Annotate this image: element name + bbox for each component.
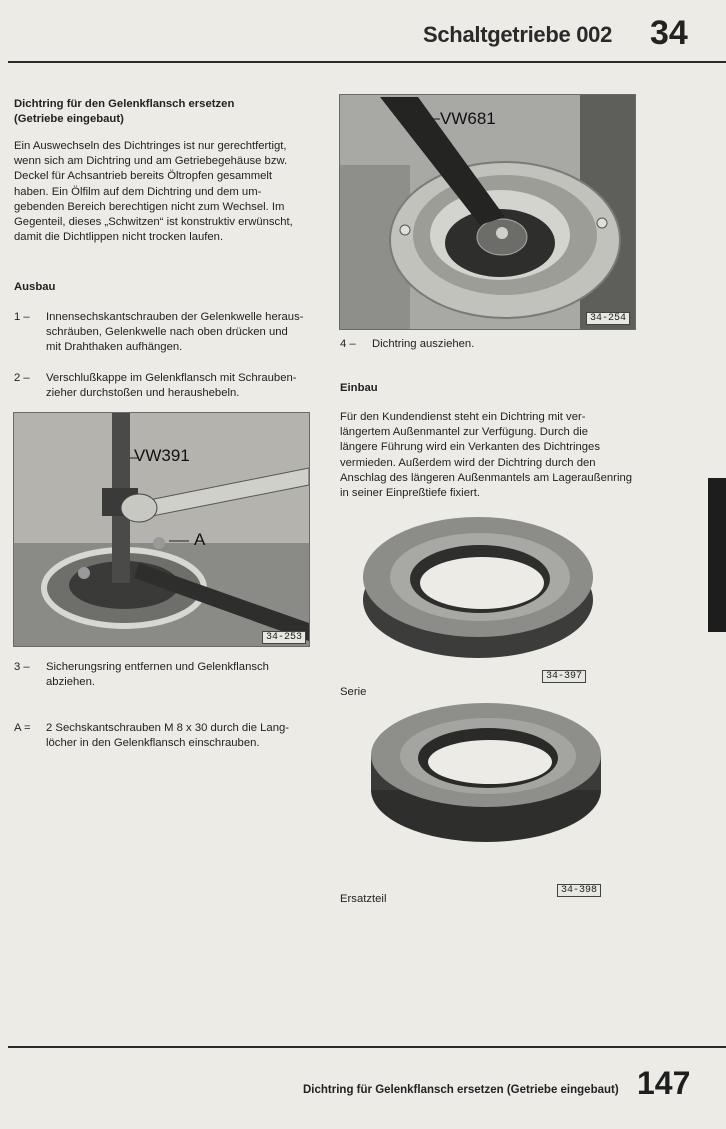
- text-line: Anschlag des längeren Außenmantels am Lageraußenring: [340, 471, 633, 484]
- figure-caption: Serie: [340, 686, 367, 698]
- footer-rule: [8, 1046, 726, 1048]
- figure-id: 34-397: [542, 670, 586, 683]
- footer-title: Dichtring für Gelenkflansch ersetzen (Getriebe eingebaut): [303, 1084, 619, 1096]
- text-line: haben. Ein Ölfilm auf dem Dichtring und dem um-: [14, 185, 262, 198]
- note-a: [14, 721, 334, 751]
- step-3: [14, 660, 334, 690]
- text-line: löcher in den Gelenkflansch einschrauben.: [46, 737, 260, 750]
- text-line: schräuben, Gelenkwelle nach oben drücken und: [46, 326, 288, 339]
- step-number: 1 –: [14, 311, 30, 323]
- step-number: 3 –: [14, 661, 30, 673]
- header-rule: [8, 61, 726, 63]
- callout-tool-label: VW391: [134, 446, 190, 465]
- step-2: [14, 371, 334, 401]
- text-line: zieher durchstoßen und heraushebeln.: [46, 387, 240, 400]
- einbau-heading: Einbau: [340, 382, 378, 394]
- text-line: längertem Außenmantel zur Verfügung. Durch die: [340, 426, 589, 439]
- text-line: Gegenteil, dieses „Schwitzen“ ist konstruktiv erwünscht,: [14, 216, 293, 229]
- section-heading: [14, 97, 234, 127]
- figure-34-253: [13, 412, 310, 647]
- text-line: Ein Auswechseln des Dichtringes ist nur gerechtfertigt,: [14, 140, 287, 152]
- text-line: vermieden. Außerdem wird der Dichtring durch den: [340, 456, 596, 469]
- seal-puller-photo-illustration: [340, 95, 635, 329]
- text-line: in seiner Einpreßtiefe fixiert.: [340, 487, 481, 500]
- text-line: gebenden Bereich berechtigen nicht zum Wechsel. Im: [14, 200, 285, 213]
- text-line: damit die Dichtlippen nicht trocken laufen.: [14, 231, 224, 244]
- section-number: 34: [650, 14, 688, 52]
- chapter-title: Schaltgetriebe 002: [423, 22, 613, 47]
- step-number: 4 –: [340, 338, 356, 350]
- figure-id: 34-253: [262, 631, 306, 644]
- figure-34-254: [339, 94, 636, 330]
- text-line: mit Drahthaken aufhängen.: [46, 341, 183, 354]
- text-line: Sicherungsring entfernen und Gelenkflansch: [46, 661, 269, 673]
- figure-34-398-seal-ersatzteil: [368, 700, 604, 845]
- einbau-paragraph: [340, 410, 670, 501]
- text-line: Deckel für Achsantrieb bereits Öltropfen gesammelt: [14, 170, 273, 183]
- text-line: längere Führung wird ein Verkanten des Dichtringes: [340, 441, 600, 454]
- chapter-thumb-tab: [708, 478, 726, 632]
- text-line: Dichtring ausziehen.: [372, 338, 475, 350]
- text-line: Verschlußkappe im Gelenkflansch mit Schrauben-: [46, 372, 297, 384]
- callout-a-label: A: [194, 530, 206, 549]
- figure-34-397-seal-serie: [360, 505, 600, 665]
- step-4: [340, 337, 474, 352]
- callout-tool-label: VW681: [440, 109, 496, 128]
- page-number: 147: [637, 1065, 691, 1101]
- figure-id: 34-254: [586, 312, 630, 325]
- text-line: Innensechskantschrauben der Gelenkwelle heraus-: [46, 311, 304, 323]
- text-line: Für den Kundendienst steht ein Dichtring mit ver-: [340, 411, 586, 423]
- step-number: 2 –: [14, 372, 30, 384]
- heading-line: (Getriebe eingebaut): [14, 113, 124, 126]
- text-line: wenn sich am Dichtring und am Getriebegehäuse bzw.: [14, 155, 288, 168]
- figure-id: 34-398: [557, 884, 601, 897]
- figure-caption: Ersatzteil: [340, 893, 387, 905]
- note-label: A =: [14, 722, 31, 734]
- text-line: 2 Sechskantschrauben M 8 x 30 durch die Lang-: [46, 722, 290, 734]
- step-1: [14, 310, 334, 356]
- intro-paragraph: [14, 139, 334, 245]
- text-line: abziehen.: [46, 676, 95, 689]
- ausbau-heading: Ausbau: [14, 281, 56, 293]
- heading-line: Dichtring für den Gelenkflansch ersetzen: [14, 98, 235, 110]
